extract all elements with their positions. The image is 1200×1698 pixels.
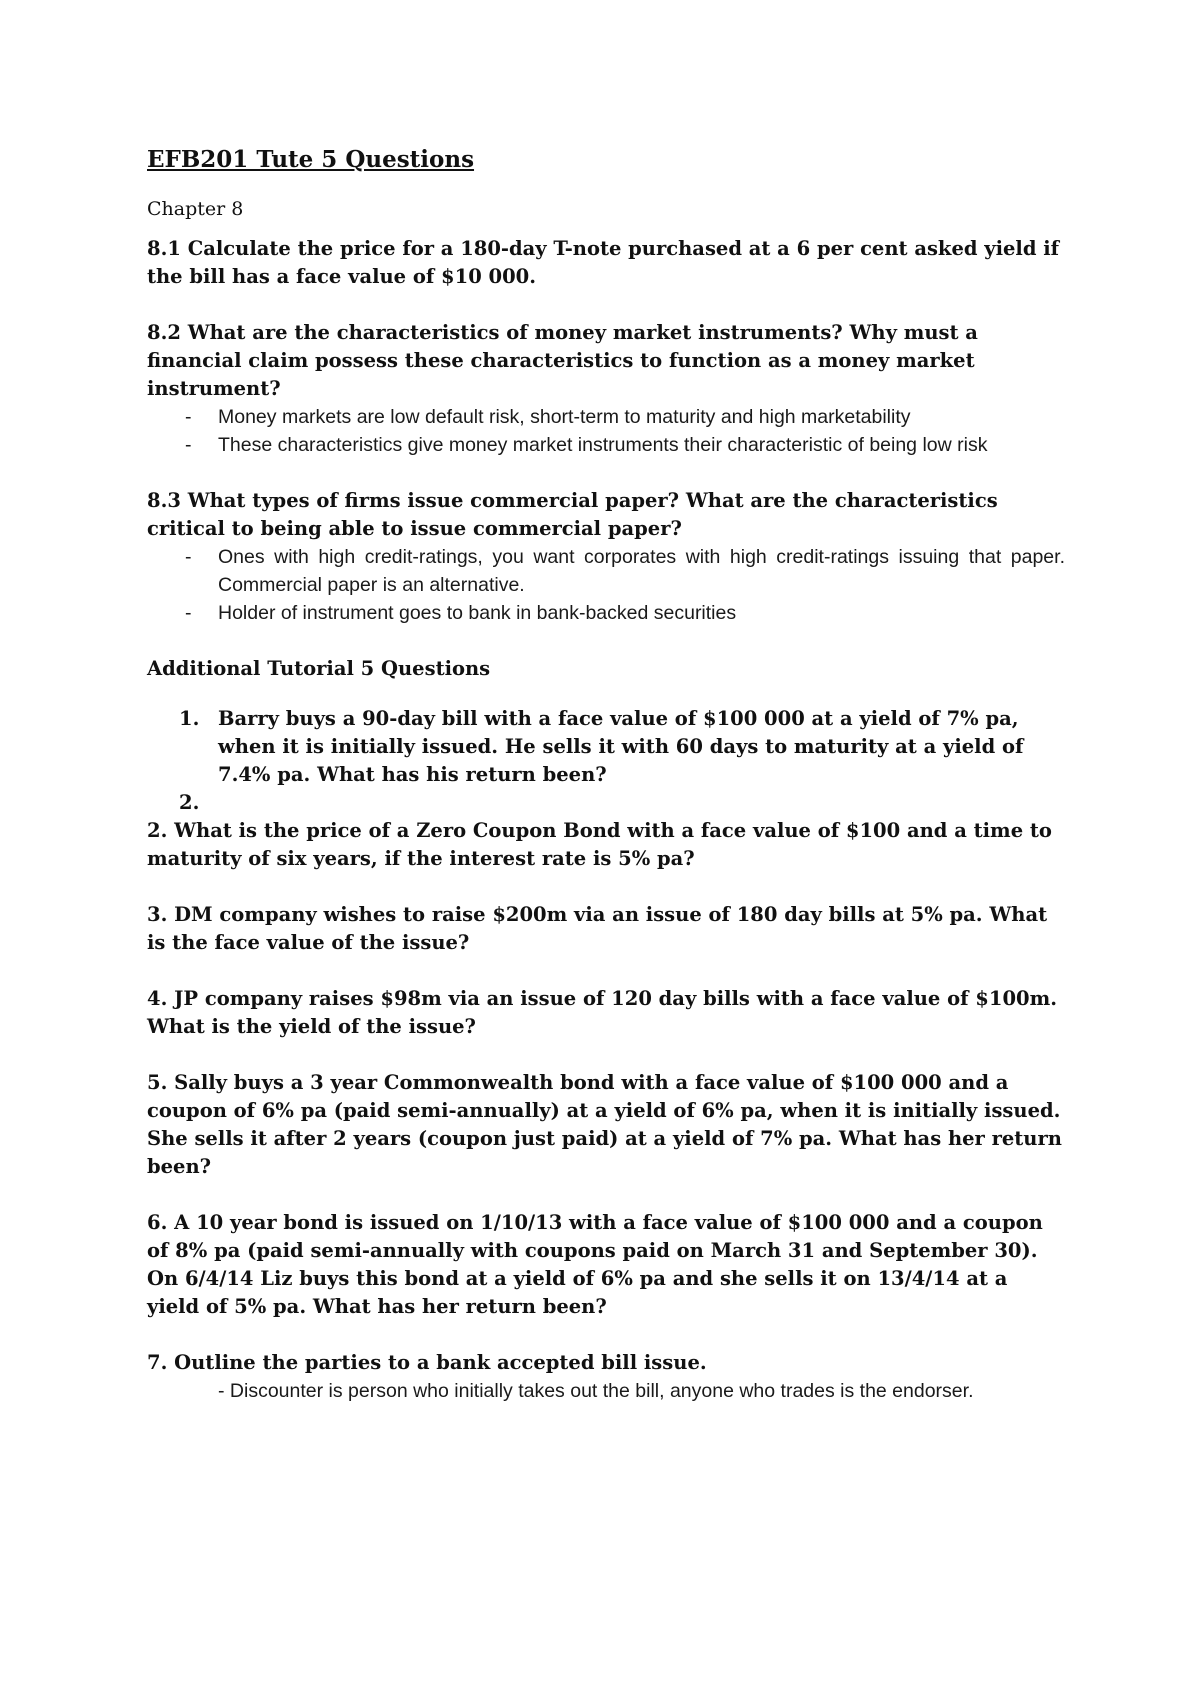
question-8-3: 8.3 What types of firms issue commercial paper? What are the characteristics critical to being able to issue commercial paper?	[147, 489, 998, 540]
answer-text: Holder of instrument goes to bank in bank-backed securities	[218, 602, 737, 624]
list-item	[147, 599, 1065, 627]
question-2: 2. What is the price of a Zero Coupon Bond with a face value of $100 and a time to maturity of six years, if the interest rate is 5% pa?	[147, 819, 1052, 870]
document-title: EFB201 Tute 5 Questions	[147, 146, 475, 173]
answer-7: - Discounter is person who initially takes out the bill, anyone who trades is the endorser.	[218, 1380, 974, 1402]
dash-bullet: -	[185, 434, 192, 456]
list-item	[147, 705, 1065, 789]
question-5: 5. Sally buys a 3 year Commonwealth bond with a face value of $100 000 and a coupon of 6% pa (paid semi-annually) at a yield of 6% pa, when it is initially issued. She sells it after 2 years (coupon just paid) at a yield of 7% pa. What has her return been?	[147, 1071, 1062, 1178]
answer-list-8-2	[147, 403, 1065, 459]
dash-bullet: -	[185, 406, 192, 428]
additional-question-list	[147, 705, 1065, 814]
answer-list-8-3	[147, 543, 1065, 627]
list-number: 1.	[179, 707, 200, 730]
question-7: 7. Outline the parties to a bank accepted bill issue.	[147, 1351, 707, 1374]
question-4: 4. JP company raises $98m via an issue of 120 day bills with a face value of $100m. What is the yield of the issue?	[147, 987, 1057, 1038]
answer-text: Ones with high credit-ratings, you want corporates with high credit-ratings issuing that paper. Commercial paper is an alternative.	[218, 546, 1065, 596]
list-item	[147, 543, 1065, 599]
question-6: 6. A 10 year bond is issued on 1/10/13 with a face value of $100 000 and a coupon of 8% pa (paid semi-annually with coupons paid on March 31 and September 30). On 6/4/14 Liz buys this bond at a yield of 6% pa and she sells it on 13/4/14 at a yield of 5% pa. What has her return been?	[147, 1211, 1043, 1318]
list-number: 2.	[179, 791, 200, 814]
answer-text: Money markets are low default risk, short-term to maturity and high marketability	[218, 406, 911, 428]
document-page	[147, 143, 1065, 1405]
question-8-2: 8.2 What are the characteristics of money market instruments? Why must a financial claim possess these characteristics to function as a money market instrument?	[147, 321, 978, 400]
question-text: Barry buys a 90-day bill with a face value of $100 000 at a yield of 7% pa, when it is initially issued. He sells it with 60 days to maturity at a yield of 7.4% pa. What has his return been?	[218, 707, 1024, 786]
question-3: 3. DM company wishes to raise $200m via an issue of 180 day bills at 5% pa. What is the face value of the issue?	[147, 903, 1048, 954]
answer-text: These characteristics give money market instruments their characteristic of being low risk	[218, 434, 988, 456]
chapter-heading: Chapter 8	[147, 198, 244, 220]
question-8-1: 8.1 Calculate the price for a 180-day T-note purchased at a 6 per cent asked yield if the bill has a face value of $10 000.	[147, 237, 1060, 288]
additional-heading: Additional Tutorial 5 Questions	[147, 657, 491, 680]
list-item	[147, 431, 1065, 459]
list-item	[147, 403, 1065, 431]
dash-bullet: -	[185, 602, 192, 624]
dash-bullet: -	[185, 546, 192, 568]
